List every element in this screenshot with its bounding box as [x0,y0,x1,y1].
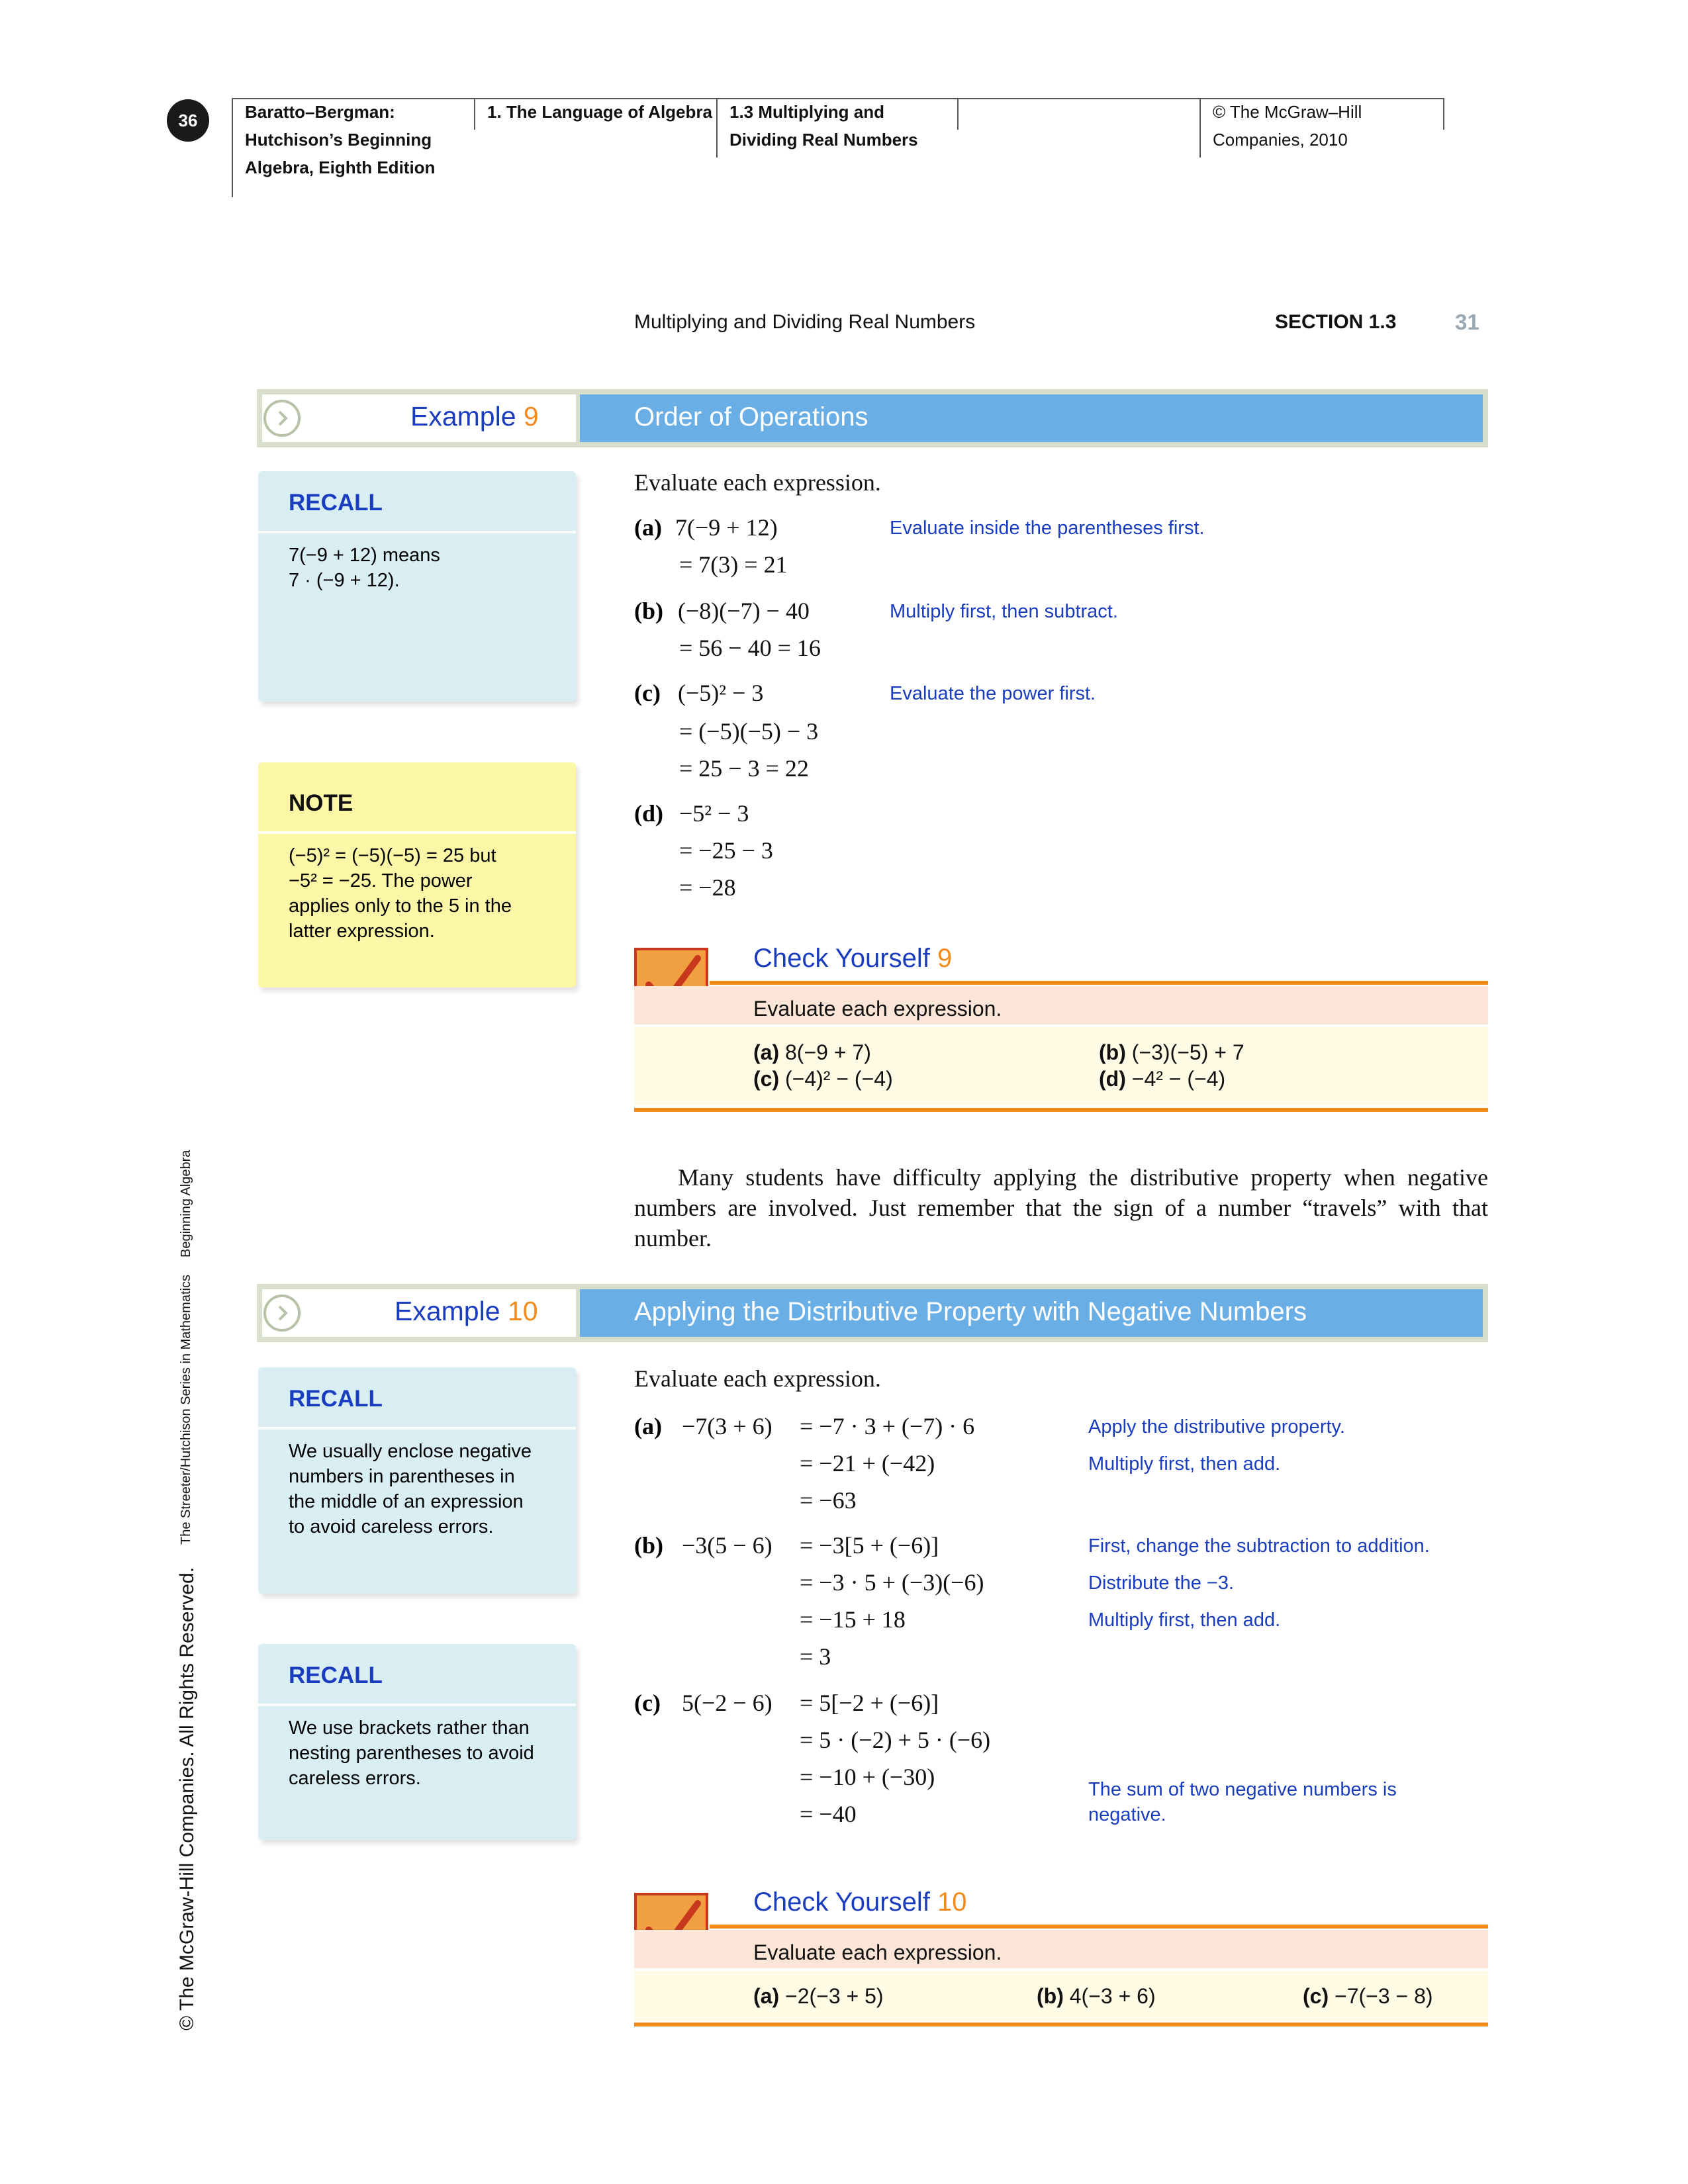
ex9-c-line3: = 25 − 3 = 22 [679,755,809,782]
note-line: latter expression. [289,921,435,942]
note-divider [258,1704,576,1706]
part-b-label: (b) [634,598,663,624]
note-divider [258,1427,576,1430]
header-chapter: 1. The Language of Algebra [474,98,712,130]
example9-title [410,401,539,432]
check10-a [753,1984,884,2009]
example10-heading: Applying the Distributive Property with Negative Numbers [634,1297,1307,1326]
recall-note [258,1367,576,1594]
check9-rule-bottom [634,1108,1488,1112]
check10-a-label: (a) [753,1984,780,2008]
ex10-b-comment2: Distribute the −3. [1088,1572,1235,1594]
page-number: 31 [1455,310,1479,334]
recall-body [258,1439,567,1539]
recall-line: numbers in parentheses in [289,1466,515,1487]
check9-problems-band [634,1027,1488,1105]
check9-a-label: (a) [753,1040,780,1064]
ex10-b-rhs2: = −3 · 5 + (−3)(−6) [800,1569,984,1596]
copyright-line-1: © The McGraw–Hill [1213,102,1362,122]
body-paragraph: Many students have difficulty applying the distributive property when negative numbers are involved. Just remember that the sign of a number “travels” with that number. [634,1164,1488,1251]
check9-c-expr: (−4)² − (−4) [785,1067,893,1091]
check9-word: Check Yourself [753,944,930,973]
check9-c-label: (c) [753,1067,780,1091]
check9-d-expr: −4² − (−4) [1131,1067,1226,1091]
example10-word: Example [395,1296,500,1326]
side-subject: Beginning Algebra [179,1150,193,1257]
ex10-c-lhs: 5(−2 − 6) [682,1690,773,1716]
section-line-2: Dividing Real Numbers [729,130,918,150]
copyright-line-2: Companies, 2010 [1213,130,1348,150]
ex9-a-line2: = 7(3) = 21 [679,551,788,578]
ex9-b-line1: (−8)(−7) − 40 [678,598,810,624]
section-line-1: 1.3 Multiplying and [729,102,885,122]
ex9-a-line1: 7(−9 + 12) [675,514,778,541]
ex10-a-lhs: −7(3 + 6) [682,1413,773,1439]
check9-a-expr: 8(−9 + 7) [785,1040,871,1064]
recall-line: 7(−9 + 12) means [289,545,440,566]
recall-line: We use brackets rather than [289,1717,530,1739]
ex10-a-rhs2: = −21 + (−42) [800,1450,935,1477]
recall-line: nesting parentheses to avoid [289,1743,534,1764]
recall-line: the middle of an expression [289,1491,524,1512]
part-b-label: (b) [634,1532,663,1559]
ex9-a-comment: Evaluate inside the parentheses first. [890,518,1205,539]
ex9-c-line1: (−5)² − 3 [678,680,764,706]
running-title: Multiplying and Dividing Real Numbers [634,311,976,333]
ex10-a-rhs3: = −63 [800,1487,857,1514]
check9-a [753,1040,871,1065]
check10-a-expr: −2(−3 + 5) [785,1984,884,2008]
ex9-b-comment: Multiply first, then subtract. [890,601,1118,622]
note-line: −5² = −25. The power [289,870,473,891]
note-divider [258,531,576,533]
recall-line: careless errors. [289,1768,421,1789]
recall-line: 7 · (−9 + 12). [289,570,400,591]
check10-word: Check Yourself [753,1888,930,1917]
recall-note [258,471,576,702]
recall-line: We usually enclose negative [289,1441,532,1462]
side-series: The Streeter/Hutchison Series in Mathematics [179,1275,193,1545]
book-line-2: Hutchison’s Beginning [245,130,432,150]
note-line: (−5)² = (−5)(−5) = 25 but [289,845,496,866]
ex9-c-comment: Evaluate the power first. [890,683,1096,704]
part-d-label: (d) [634,800,663,827]
ex10-b-rhs3: = −15 + 18 [800,1606,906,1633]
recall-title: RECALL [289,490,383,516]
play-icon [263,400,301,437]
ex9-d-line2: = −25 − 3 [679,837,773,864]
recall-title: RECALL [289,1386,383,1412]
ex9-c-line2: = (−5)(−5) − 3 [679,718,819,745]
check10-b-expr: 4(−3 + 6) [1069,1984,1156,2008]
header-section [716,98,948,158]
note-divider [258,831,576,834]
check10-instruction: Evaluate each expression. [753,1940,1002,1964]
check10-rule-bottom [634,2023,1488,2026]
part-a-label: (a) [634,1413,662,1439]
note-line: applies only to the 5 in the [289,895,512,917]
example10-number: 10 [507,1296,538,1326]
check10-title [753,1888,966,1917]
ex10-c-rhs2: = 5 · (−2) + 5 · (−6) [800,1727,991,1753]
check10-c-expr: −7(−3 − 8) [1335,1984,1433,2008]
book-line-1: Baratto–Bergman: [245,102,395,122]
ex10-b-comment1: First, change the subtraction to addition. [1088,1535,1430,1557]
check9-title [753,944,952,974]
check10-b [1037,1984,1156,2009]
example10-intro: Evaluate each expression. [634,1365,881,1392]
ex9-d-line3: = −28 [679,874,736,901]
ex10-a-comment1: Apply the distributive property. [1088,1416,1345,1437]
check9-b [1099,1040,1244,1065]
ex10-c-comment1: The sum of two negative numbers is [1088,1779,1397,1800]
recall-body [258,1715,567,1791]
side-rights: © The McGraw-Hill Companies. All Rights Reserved. [176,1567,198,2030]
header-blank [957,98,1189,130]
recall-line: to avoid careless errors. [289,1516,494,1537]
note-body [258,843,567,944]
ex10-c-rhs3: = −10 + (−30) [800,1764,935,1790]
check9-instruction: Evaluate each expression. [753,997,1002,1021]
part-a-label: (a) [634,514,662,541]
recall-body [258,543,567,593]
ex10-b-rhs4: = 3 [800,1643,831,1670]
ex10-b-comment3: Multiply first, then add. [1088,1610,1281,1631]
part-c-label: (c) [634,1690,661,1716]
example10-title [395,1296,538,1327]
check9-d-label: (d) [1099,1067,1126,1091]
check9-number: 9 [937,944,953,973]
check10-c-label: (c) [1303,1984,1329,2008]
check9-d [1099,1067,1225,1091]
example9-number: 9 [523,401,539,432]
check10-c [1303,1984,1433,2009]
recall-title: RECALL [289,1662,383,1688]
ex10-b-rhs1: = −3[5 + (−6)] [800,1532,939,1559]
check9-c [753,1067,893,1091]
running-section: SECTION 1.3 [1275,311,1397,333]
example9-intro: Evaluate each expression. [634,469,881,496]
header-end-rule [1443,98,1444,130]
example9-word: Example [410,401,516,432]
ex10-b-lhs: −3(5 − 6) [682,1532,773,1559]
ex9-d-line1: −5² − 3 [679,800,749,827]
book-line-3: Algebra, Eighth Edition [245,158,436,177]
ex10-a-rhs1: = −7 · 3 + (−7) · 6 [800,1413,975,1439]
check10-number: 10 [937,1888,967,1917]
header-copyright [1199,98,1438,158]
ex10-c-rhs4: = −40 [800,1801,857,1827]
note-box [258,762,576,987]
play-icon [263,1295,301,1332]
page-badge: 36 [167,99,209,142]
ex9-b-line2: = 56 − 40 = 16 [679,635,821,661]
recall-note [258,1644,576,1840]
ex10-c-comment2: negative. [1088,1804,1166,1825]
check9-b-expr: (−3)(−5) + 7 [1131,1040,1244,1064]
example9-heading: Order of Operations [634,402,868,432]
part-c-label: (c) [634,680,661,706]
check10-b-label: (b) [1037,1984,1064,2008]
ex10-a-comment2: Multiply first, then add. [1088,1453,1281,1475]
note-title: NOTE [289,790,353,816]
ex10-c-rhs1: = 5[−2 + (−6)] [800,1690,939,1716]
check10-rule-top [710,1925,1488,1929]
header-book [232,98,463,197]
check9-rule-top [710,981,1488,985]
check9-b-label: (b) [1099,1040,1126,1064]
